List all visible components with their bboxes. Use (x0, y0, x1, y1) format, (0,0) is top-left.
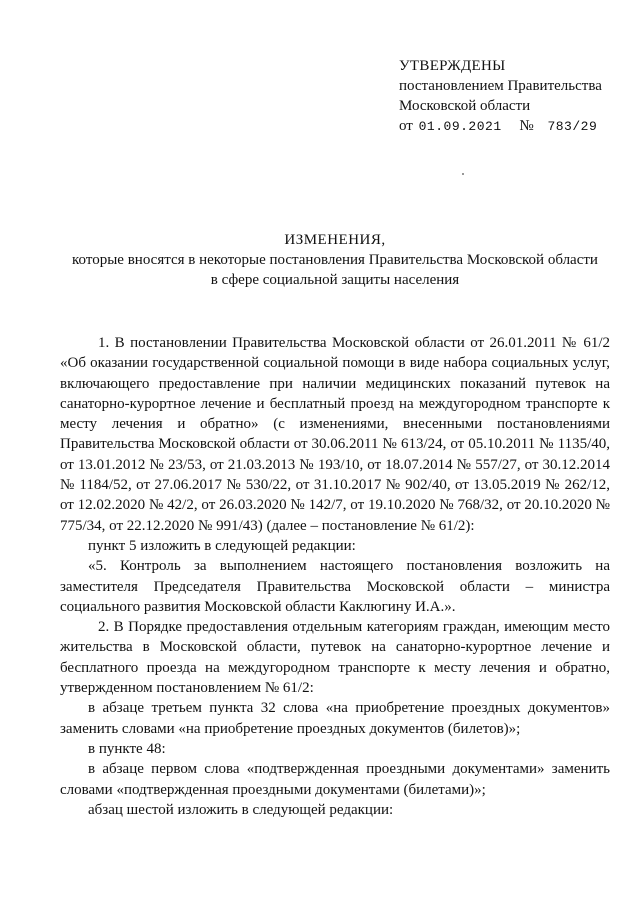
paragraph-2: пункт 5 изложить в следующей редакции: (88, 537, 356, 554)
paragraph-7: в абзаце первом слова «подтвержденная проездными документами» заменить словами «подтвержденная проездными документами (билетами)»; (60, 761, 610, 798)
approval-date: 01.09.2021 (418, 119, 502, 134)
document-header (60, 230, 610, 290)
approval-date-prefix: от (399, 118, 413, 134)
approval-number: 783/29 (547, 119, 598, 134)
approval-order-line (399, 116, 629, 137)
paragraph-5: в абзаце третьем пункта 32 слова «на приобретение проездных документов» заменить словами «на приобретение проездных документов (билетов)»; (60, 700, 610, 737)
paragraph-6: в пункте 48: (88, 740, 166, 757)
document-body (60, 333, 610, 820)
approval-line-2: Московской области (399, 98, 531, 114)
document-subtitle-line-1: которые вносятся в некоторые постановления Правительства Московской области (72, 252, 598, 268)
paragraph-4: 2. В Порядке предоставления отдельным категориям граждан, имеющим место жительства в Московской области, путевок на санаторно-курортное лечение и бесплатного проезда на междугородном транспорте к месту лечения и обратно, утвержденном постановлением № 61/2: (60, 619, 610, 697)
approval-line-1: постановлением Правительства (399, 78, 602, 94)
paragraph-3: «5. Контроль за выполнением настоящего постановления возложить на заместителя Председателя Правительства Московской области – министра социального развития Московской области Каклюгину И.А.». (60, 558, 610, 615)
paragraph-8: абзац шестой изложить в следующей редакции: (88, 801, 394, 818)
paragraph-1: 1. В постановлении Правительства Московской области от 26.01.2011 № 61/2 «Об оказании государственной социальной помощи в виде набора социальных услуг, включающего предоставление при наличии медицинских показаний путевок на санаторно-курортное лечение и бесплатный проезд на междугородном транспорте к месту лечения и обратно» (с изменениями, внесенными постановлениями Правительства Московской области от 30.06.2011 № 613/24, от 05.10.2011 № 1135/40, от 13.01.2012 № 23/53, от 21.03.2013 № 193/10, от 18.07.2014 № 557/27, от 30.12.2014 № 1184/52, от 27.06.2017 № 530/22, от 31.10.2017 № 902/40, от 13.05.2019 № 262/12, от 12.02.2020 № 42/2, от 26.03.2020 № 142/7, от 19.10.2020 № 768/32, от 20.10.2020 № 775/34, от 22.12.2020 № 991/43) (далее – постановление № 61/2): (60, 335, 610, 534)
document-title: ИЗМЕНЕНИЯ, (284, 232, 386, 248)
scan-speck (462, 173, 464, 175)
approval-title: УТВЕРЖДЕНЫ (399, 58, 506, 74)
approval-stamp (399, 56, 629, 137)
document-subtitle-line-2: в сфере социальной защиты населения (210, 272, 460, 288)
approval-number-sign: № (519, 118, 534, 134)
